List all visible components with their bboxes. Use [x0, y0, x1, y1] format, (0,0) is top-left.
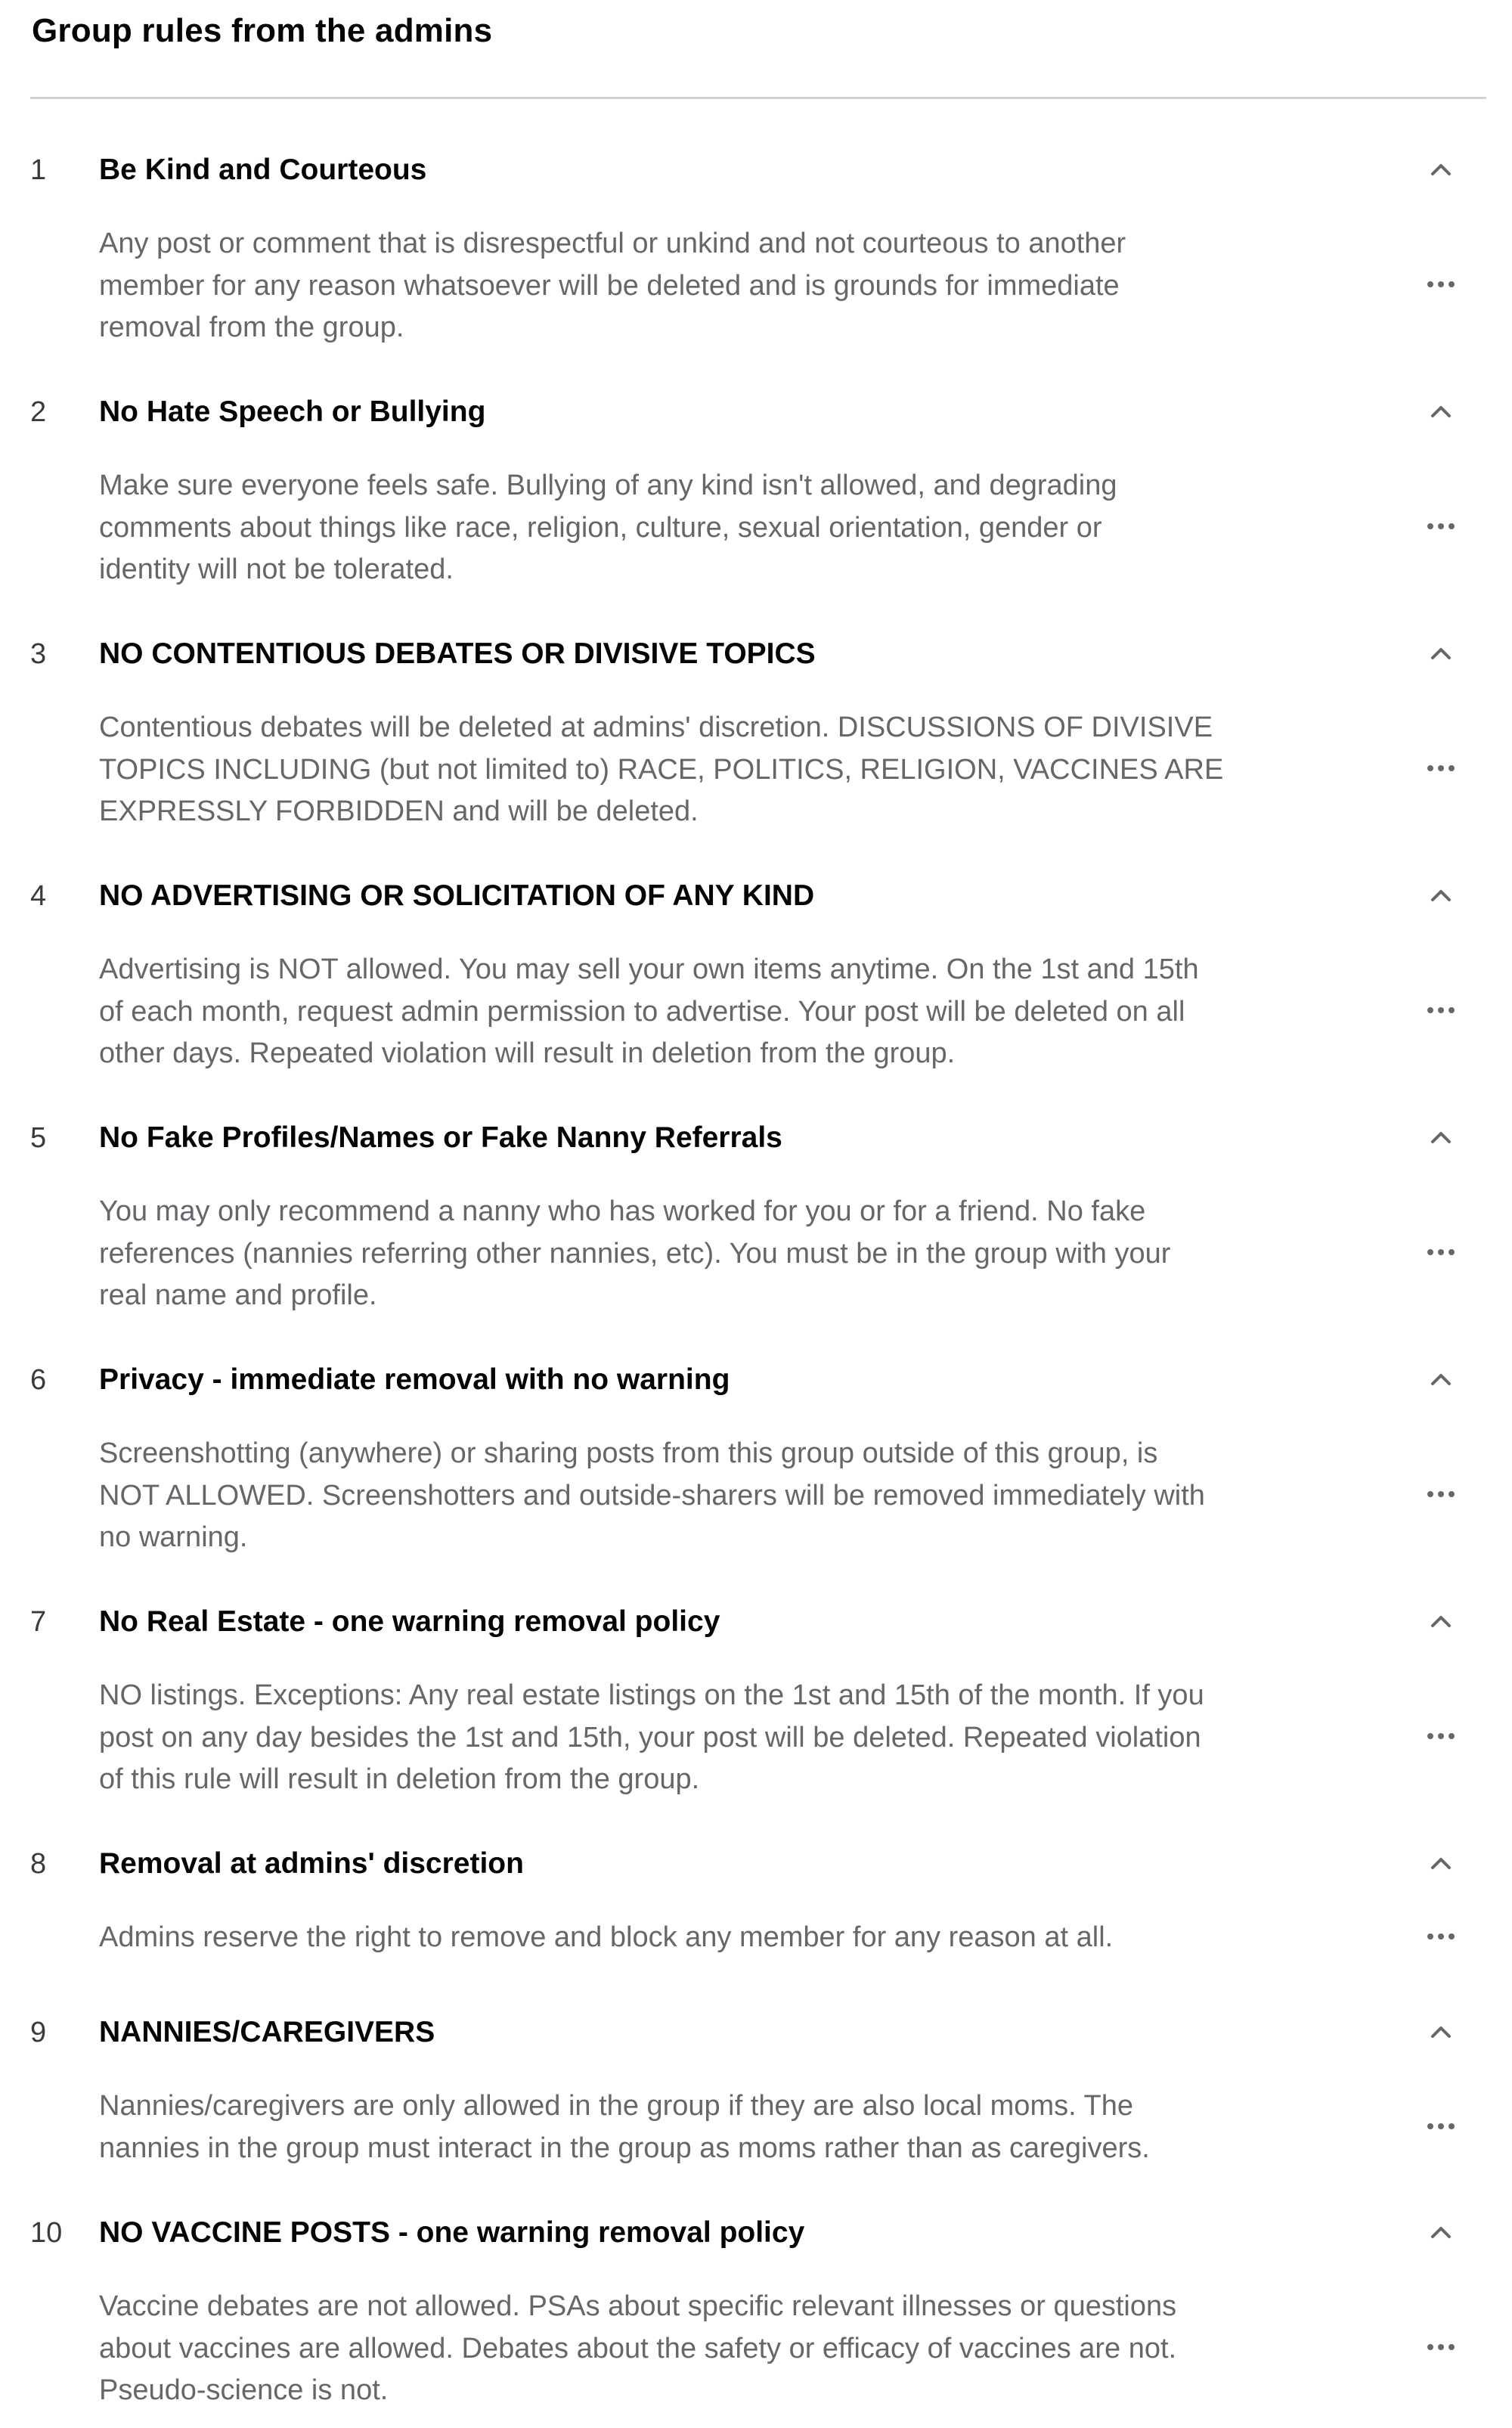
- collapse-rule-button[interactable]: [1424, 2217, 1458, 2250]
- collapse-rule-button[interactable]: [1424, 1606, 1458, 1639]
- rule-title: No Fake Profiles/Names or Fake Nanny Referrals: [99, 1121, 782, 1154]
- rule-number: 1: [30, 154, 47, 186]
- rule-description-line: Advertising is NOT allowed. You may sell your own items anytime. On the 1st and 15th: [99, 954, 1199, 985]
- chevron-up-icon: [1430, 646, 1452, 665]
- rule-title: NO VACCINE POSTS - one warning removal policy: [99, 2216, 805, 2249]
- more-horizontal-icon: [1424, 1931, 1458, 1945]
- rule-description: [99, 223, 1369, 349]
- rule-description-line: comments about things like race, religion, culture, sexual orientation, gender or: [99, 511, 1102, 544]
- rule-description-line: Vaccine debates are not allowed. PSAs about specific relevant illnesses or questions: [99, 2290, 1177, 2322]
- rule-number: 7: [30, 1606, 47, 1638]
- collapse-rule-button[interactable]: [1424, 880, 1458, 913]
- more-horizontal-icon: [1424, 1247, 1458, 1261]
- rule-description: [99, 949, 1369, 1075]
- more-horizontal-icon: [1424, 1005, 1458, 1019]
- chevron-up-icon: [1430, 1614, 1452, 1633]
- page-title: Group rules from the admins: [32, 12, 493, 49]
- chevron-up-icon: [1430, 888, 1452, 907]
- rule-title: NO ADVERTISING OR SOLICITATION OF ANY KIND: [99, 879, 815, 912]
- more-horizontal-icon: [1424, 2342, 1458, 2355]
- more-horizontal-icon: [1424, 763, 1458, 777]
- header-divider: [30, 97, 1486, 99]
- rule-description: [99, 1191, 1369, 1317]
- rule-description: [99, 2286, 1369, 2412]
- rule-number: 2: [30, 396, 47, 428]
- chevron-up-icon: [1430, 1856, 1452, 1874]
- rule-title: No Real Estate - one warning removal policy: [99, 1605, 720, 1638]
- chevron-up-icon: [1430, 1130, 1452, 1149]
- rule-more-options-button[interactable]: [1421, 1923, 1461, 1953]
- rule-description-line: post on any day besides the 1st and 15th, your post will be deleted. Repeated violation: [99, 1721, 1201, 1754]
- rule-title: Removal at admins' discretion: [99, 1847, 524, 1880]
- rule-number: 5: [30, 1122, 47, 1154]
- rule-more-options-button[interactable]: [1421, 1239, 1461, 1269]
- rule-description-line: NOT ALLOWED. Screenshotters and outside-sharers will be removed immediately with: [99, 1479, 1205, 1512]
- more-horizontal-icon: [1424, 1489, 1458, 1502]
- more-horizontal-icon: [1424, 2121, 1458, 2135]
- rule-description-line: TOPICS INCLUDING (but not limited to) RACE, POLITICS, RELIGION, VACCINES ARE: [99, 753, 1224, 786]
- rule-number: 3: [30, 638, 47, 670]
- rule-description-line: EXPRESSLY FORBIDDEN and will be deleted.: [99, 795, 699, 827]
- chevron-up-icon: [1430, 1372, 1452, 1391]
- rule-description-line: Admins reserve the right to remove and block any member for any reason at all.: [99, 1921, 1114, 1953]
- collapse-rule-button[interactable]: [1424, 638, 1458, 671]
- rule-description: [99, 707, 1369, 833]
- rule-more-options-button[interactable]: [1421, 2333, 1461, 2364]
- rule-description-line: Pseudo-science is not.: [99, 2374, 389, 2406]
- rule-description-line: Any post or comment that is disrespectful or unkind and not courteous to another: [99, 228, 1126, 259]
- rule-description: [99, 1675, 1369, 1801]
- collapse-rule-button[interactable]: [1424, 1364, 1458, 1397]
- rule-description-line: identity will not be tolerated.: [99, 554, 454, 585]
- rule-description: [99, 2085, 1369, 2169]
- collapse-rule-button[interactable]: [1424, 2017, 1458, 2050]
- rule-description-line: references (nannies referring other nannies, etc). You must be in the group with your: [99, 1237, 1171, 1270]
- rule-description-line: You may only recommend a nanny who has worked for you or for a friend. No fake: [99, 1195, 1146, 1227]
- rule-description-line: real name and profile.: [99, 1279, 377, 1311]
- rule-description: [99, 1433, 1369, 1559]
- chevron-up-icon: [1430, 404, 1452, 423]
- rule-title: NO CONTENTIOUS DEBATES OR DIVISIVE TOPICS: [99, 637, 816, 670]
- rule-title: No Hate Speech or Bullying: [99, 395, 486, 428]
- more-horizontal-icon: [1424, 1731, 1458, 1744]
- rule-description-line: other days. Repeated violation will result in deletion from the group.: [99, 1037, 956, 1069]
- rule-more-options-button[interactable]: [1421, 1723, 1461, 1753]
- rule-number: 8: [30, 1848, 47, 1880]
- rule-description-line: NO listings. Exceptions: Any real estate listings on the 1st and 15th of the month. If you: [99, 1679, 1204, 1711]
- chevron-up-icon: [1430, 162, 1452, 181]
- rule-number: 10: [30, 2217, 63, 2249]
- more-horizontal-icon: [1424, 279, 1458, 293]
- rule-description-line: removal from the group.: [99, 312, 404, 343]
- collapse-rule-button[interactable]: [1424, 154, 1458, 188]
- rule-description: [99, 465, 1369, 591]
- rule-description-line: no warning.: [99, 1521, 248, 1553]
- more-horizontal-icon: [1424, 521, 1458, 535]
- rule-number: 6: [30, 1364, 47, 1396]
- rule-number: 4: [30, 880, 47, 912]
- rule-description-line: Make sure everyone feels safe. Bullying of any kind isn't allowed, and degrading: [99, 470, 1117, 501]
- rule-more-options-button[interactable]: [1421, 755, 1461, 785]
- collapse-rule-button[interactable]: [1424, 396, 1458, 429]
- rule-description-line: member for any reason whatsoever will be deleted and is grounds for immediate: [99, 269, 1120, 302]
- rule-description-line: of this rule will result in deletion from the group.: [99, 1763, 700, 1795]
- rule-more-options-button[interactable]: [1421, 1481, 1461, 1511]
- chevron-up-icon: [1430, 2225, 1452, 2243]
- rule-description-line: nannies in the group must interact in the group as moms rather than as caregivers.: [99, 2132, 1150, 2164]
- collapse-rule-button[interactable]: [1424, 1848, 1458, 1881]
- rule-title: NANNIES/CAREGIVERS: [99, 2016, 435, 2048]
- collapse-rule-button[interactable]: [1424, 1122, 1458, 1155]
- rule-description-line: Screenshotting (anywhere) or sharing posts from this group outside of this group, is: [99, 1437, 1158, 1469]
- chevron-up-icon: [1430, 2024, 1452, 2043]
- rule-description-line: Nannies/caregivers are only allowed in the group if they are also local moms. The: [99, 2090, 1133, 2122]
- rule-description: [99, 1917, 1369, 1959]
- rule-description-line: of each month, request admin permission to advertise. Your post will be deleted on all: [99, 995, 1185, 1028]
- rule-more-options-button[interactable]: [1421, 2113, 1461, 2143]
- rule-title: Privacy - immediate removal with no warning: [99, 1363, 730, 1396]
- rule-more-options-button[interactable]: [1421, 271, 1461, 301]
- rule-more-options-button[interactable]: [1421, 513, 1461, 543]
- rule-description-line: Contentious debates will be deleted at admins' discretion. DISCUSSIONS OF DIVISIVE: [99, 712, 1213, 743]
- rule-number: 9: [30, 2017, 47, 2048]
- rule-more-options-button[interactable]: [1421, 997, 1461, 1027]
- rule-description-line: about vaccines are allowed. Debates about the safety or efficacy of vaccines are not.: [99, 2332, 1177, 2364]
- rule-title: Be Kind and Courteous: [99, 153, 427, 186]
